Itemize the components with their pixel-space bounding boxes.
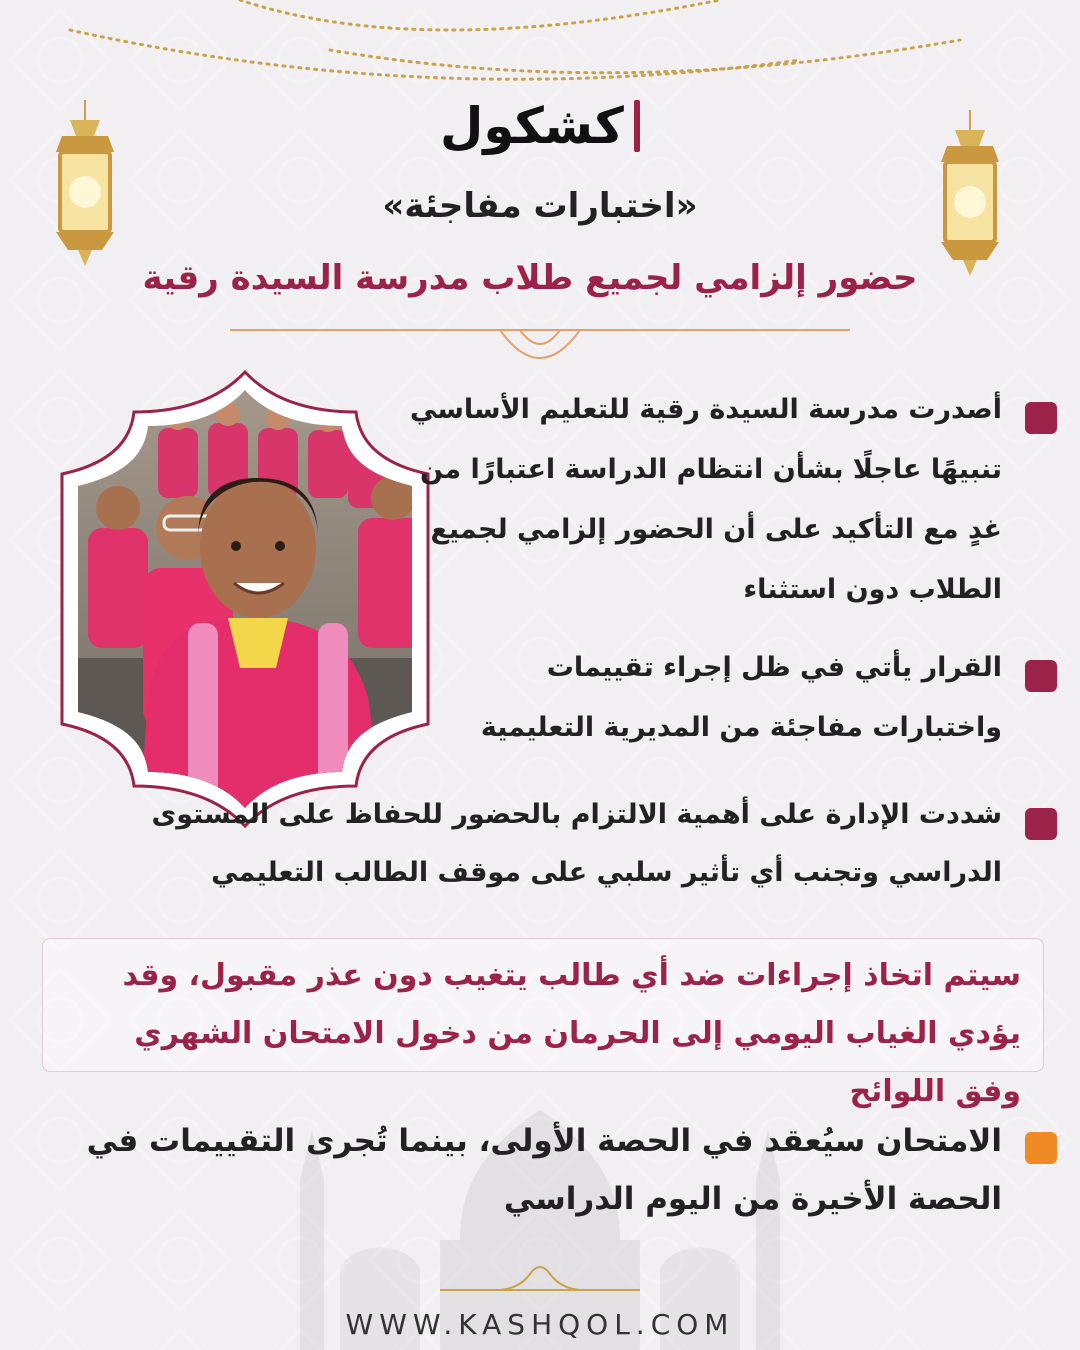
bullet-text: الامتحان سيُعقد في الحصة الأولى، بينما تُجرى التقييمات في الحصة الأخيرة من اليوم الدراسي: [86, 1123, 1002, 1217]
bullet-square-icon: [1025, 660, 1057, 692]
bullet-square-icon: [1025, 402, 1057, 434]
warning-callout: [42, 938, 1044, 1109]
bullet-item: [42, 1112, 1002, 1228]
brand-logo: [440, 88, 640, 163]
schoolgirls-photo: [48, 368, 443, 830]
bullet-text: أصدرت مدرسة السيدة رقية للتعليم الأساسي تنبيهًا عاجلًا بشأن انتظام الدراسة اعتبارًا من غدٍ مع التأكيد على أن الحضور إلزامي لجميع الطلاب دون استثناء: [410, 394, 1002, 605]
ornamental-arch-icon: [440, 1258, 640, 1298]
page-title: «اختبارات مفاجئة»: [382, 186, 698, 226]
logo-bar-icon: [634, 100, 640, 152]
bullet-text: شددت الإدارة على أهمية الالتزام بالحضور للحفاظ على المستوى الدراسي وتجنب أي تأثير سلبي على موقف الطالب التعليمي: [151, 799, 1002, 888]
logo-text: كشكول: [440, 96, 624, 155]
bullet-item: [82, 786, 1002, 902]
lantern-icon: [40, 100, 130, 270]
callout-text: سيتم اتخاذ إجراءات ضد أي طالب يتغيب دون عذر مقبول، وقد يؤدي الغياب اليومي إلى الحرمان من دخول الامتحان الشهري وفق اللوائح: [122, 958, 1021, 1109]
ornamental-divider: [230, 318, 850, 368]
page-subtitle: حضور إلزامي لجميع طلاب مدرسة السيدة رقية: [142, 258, 918, 298]
bullet-square-icon: [1025, 808, 1057, 840]
bullet-item: [402, 380, 1002, 620]
bullet-item: [442, 638, 1002, 758]
bullet-square-icon: [1025, 1132, 1057, 1164]
bullet-text: القرار يأتي في ظل إجراء تقييمات واختبارات مفاجئة من المديرية التعليمية: [480, 652, 1002, 743]
website-url: WWW.KASHQOL.COM: [345, 1308, 735, 1341]
